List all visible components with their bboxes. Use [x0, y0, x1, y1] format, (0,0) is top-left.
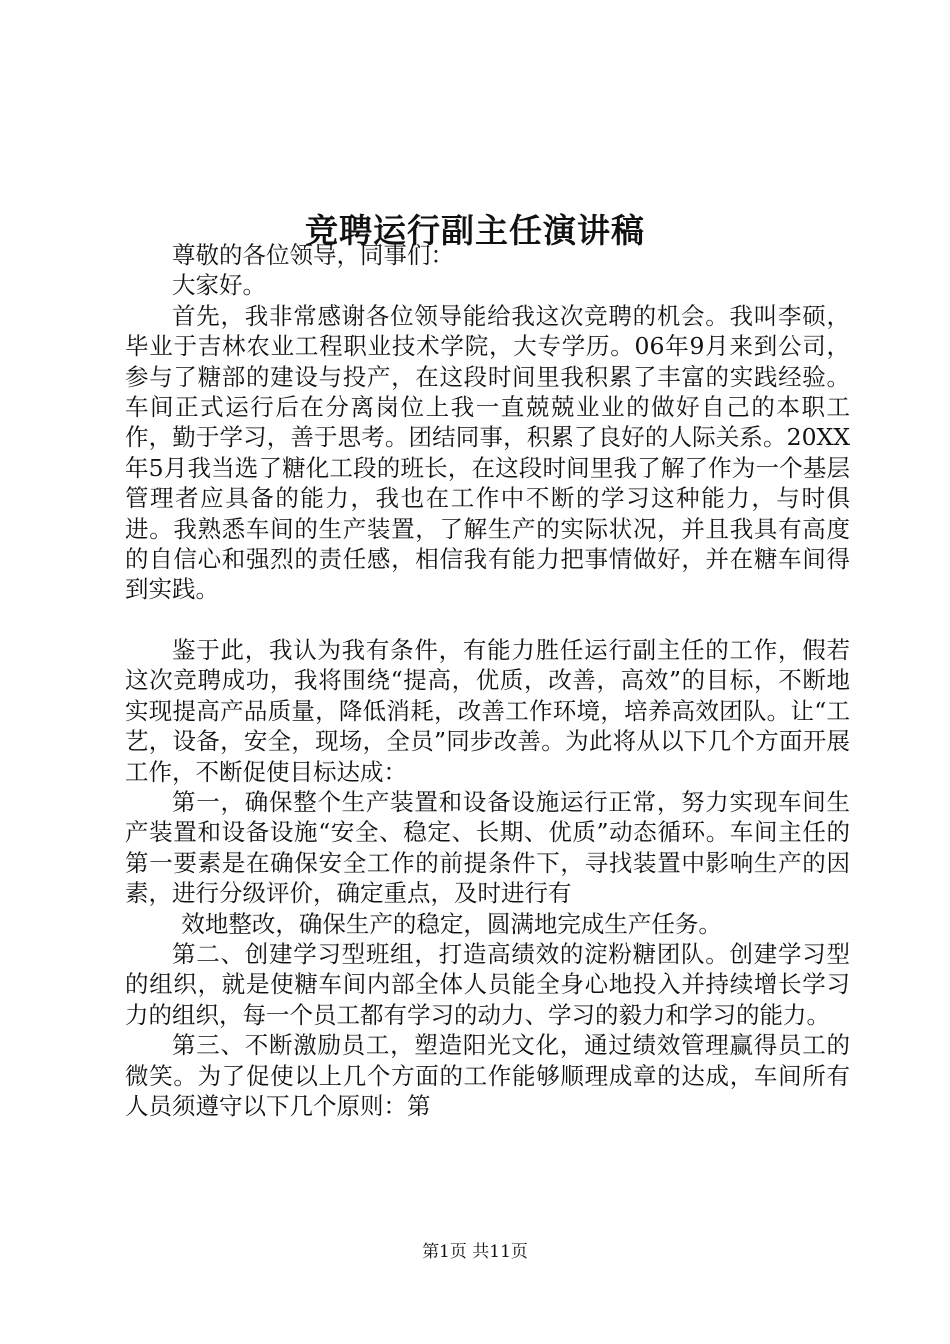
introduction-paragraph: 首先，我非常感谢各位领导能给我这次竞聘的机会。我叫李硕，毕业于吉林农业工程职业技术学院，大专学历。06年9月来到公司，参与了糖部的建设与投产，在这段时间里我积累了丰富的实践经验。车间正式运行后在分离岗位上我一直兢兢业业的做好自己的本职工作，勤于学习，善于思考。团结同事，积累了良好的人际关系。20XX年5月我当选了糖化工段的班长，在这段时间里我了解了作为一个基层管理者应具备的能力，我也在工作中不断的学习这种能力，与时俱进。我熟悉车间的生产装置，了解生产的实际状况，并且我具有高度的自信心和强烈的责任感，相信我有能力把事情做好，并在糖车间得到实践。: [125, 301, 850, 604]
goals-paragraph: 鉴于此，我认为我有条件，有能力胜任运行副主任的工作，假若这次竞聘成功，我将围绕“提高，优质，改善，高效”的目标，不断地实现提高产品质量，降低消耗，改善工作环境，培养高效团队。让“工艺，设备，安全，现场，全员”同步改善。为此将从以下几个方面开展工作，不断促使目标达成：: [125, 635, 850, 786]
salutation-paragraph: 尊敬的各位领导，同事们：: [172, 241, 454, 269]
document-body: [125, 240, 850, 1121]
point-two-paragraph: 第二、创建学习型班组，打造高绩效的淀粉糖团队。创建学习型的组织，就是使糖车间内部全体人员能全身心地投入并持续增长学习力的组织，每一个员工都有学习的动力、学习的毅力和学习的能力。: [125, 939, 850, 1029]
point-one-paragraph: 第一，确保整个生产装置和设备设施运行正常，努力实现车间生产装置和设备设施“安全、稳定、长期、优质”动态循环。车间主任的第一要素是在确保安全工作的前提条件下，寻找装置中影响生产的因素，进行分级评价，确定重点，及时进行有: [125, 787, 850, 908]
document-title: 竞聘运行副主任演讲稿: [305, 211, 645, 251]
point-three-paragraph: 第三、不断激励员工，塑造阳光文化，通过绩效管理赢得员工的微笑。为了促使以上几个方面的工作能够顺理成章的达成，车间所有人员须遵守以下几个原则：第: [125, 1031, 850, 1120]
point-one-continuation: 效地整改，确保生产的稳定，圆满地完成生产任务。: [181, 909, 722, 938]
greeting-paragraph: 大家好。: [172, 271, 266, 300]
page-number-footer: 第1页 共11页: [422, 1242, 528, 1262]
